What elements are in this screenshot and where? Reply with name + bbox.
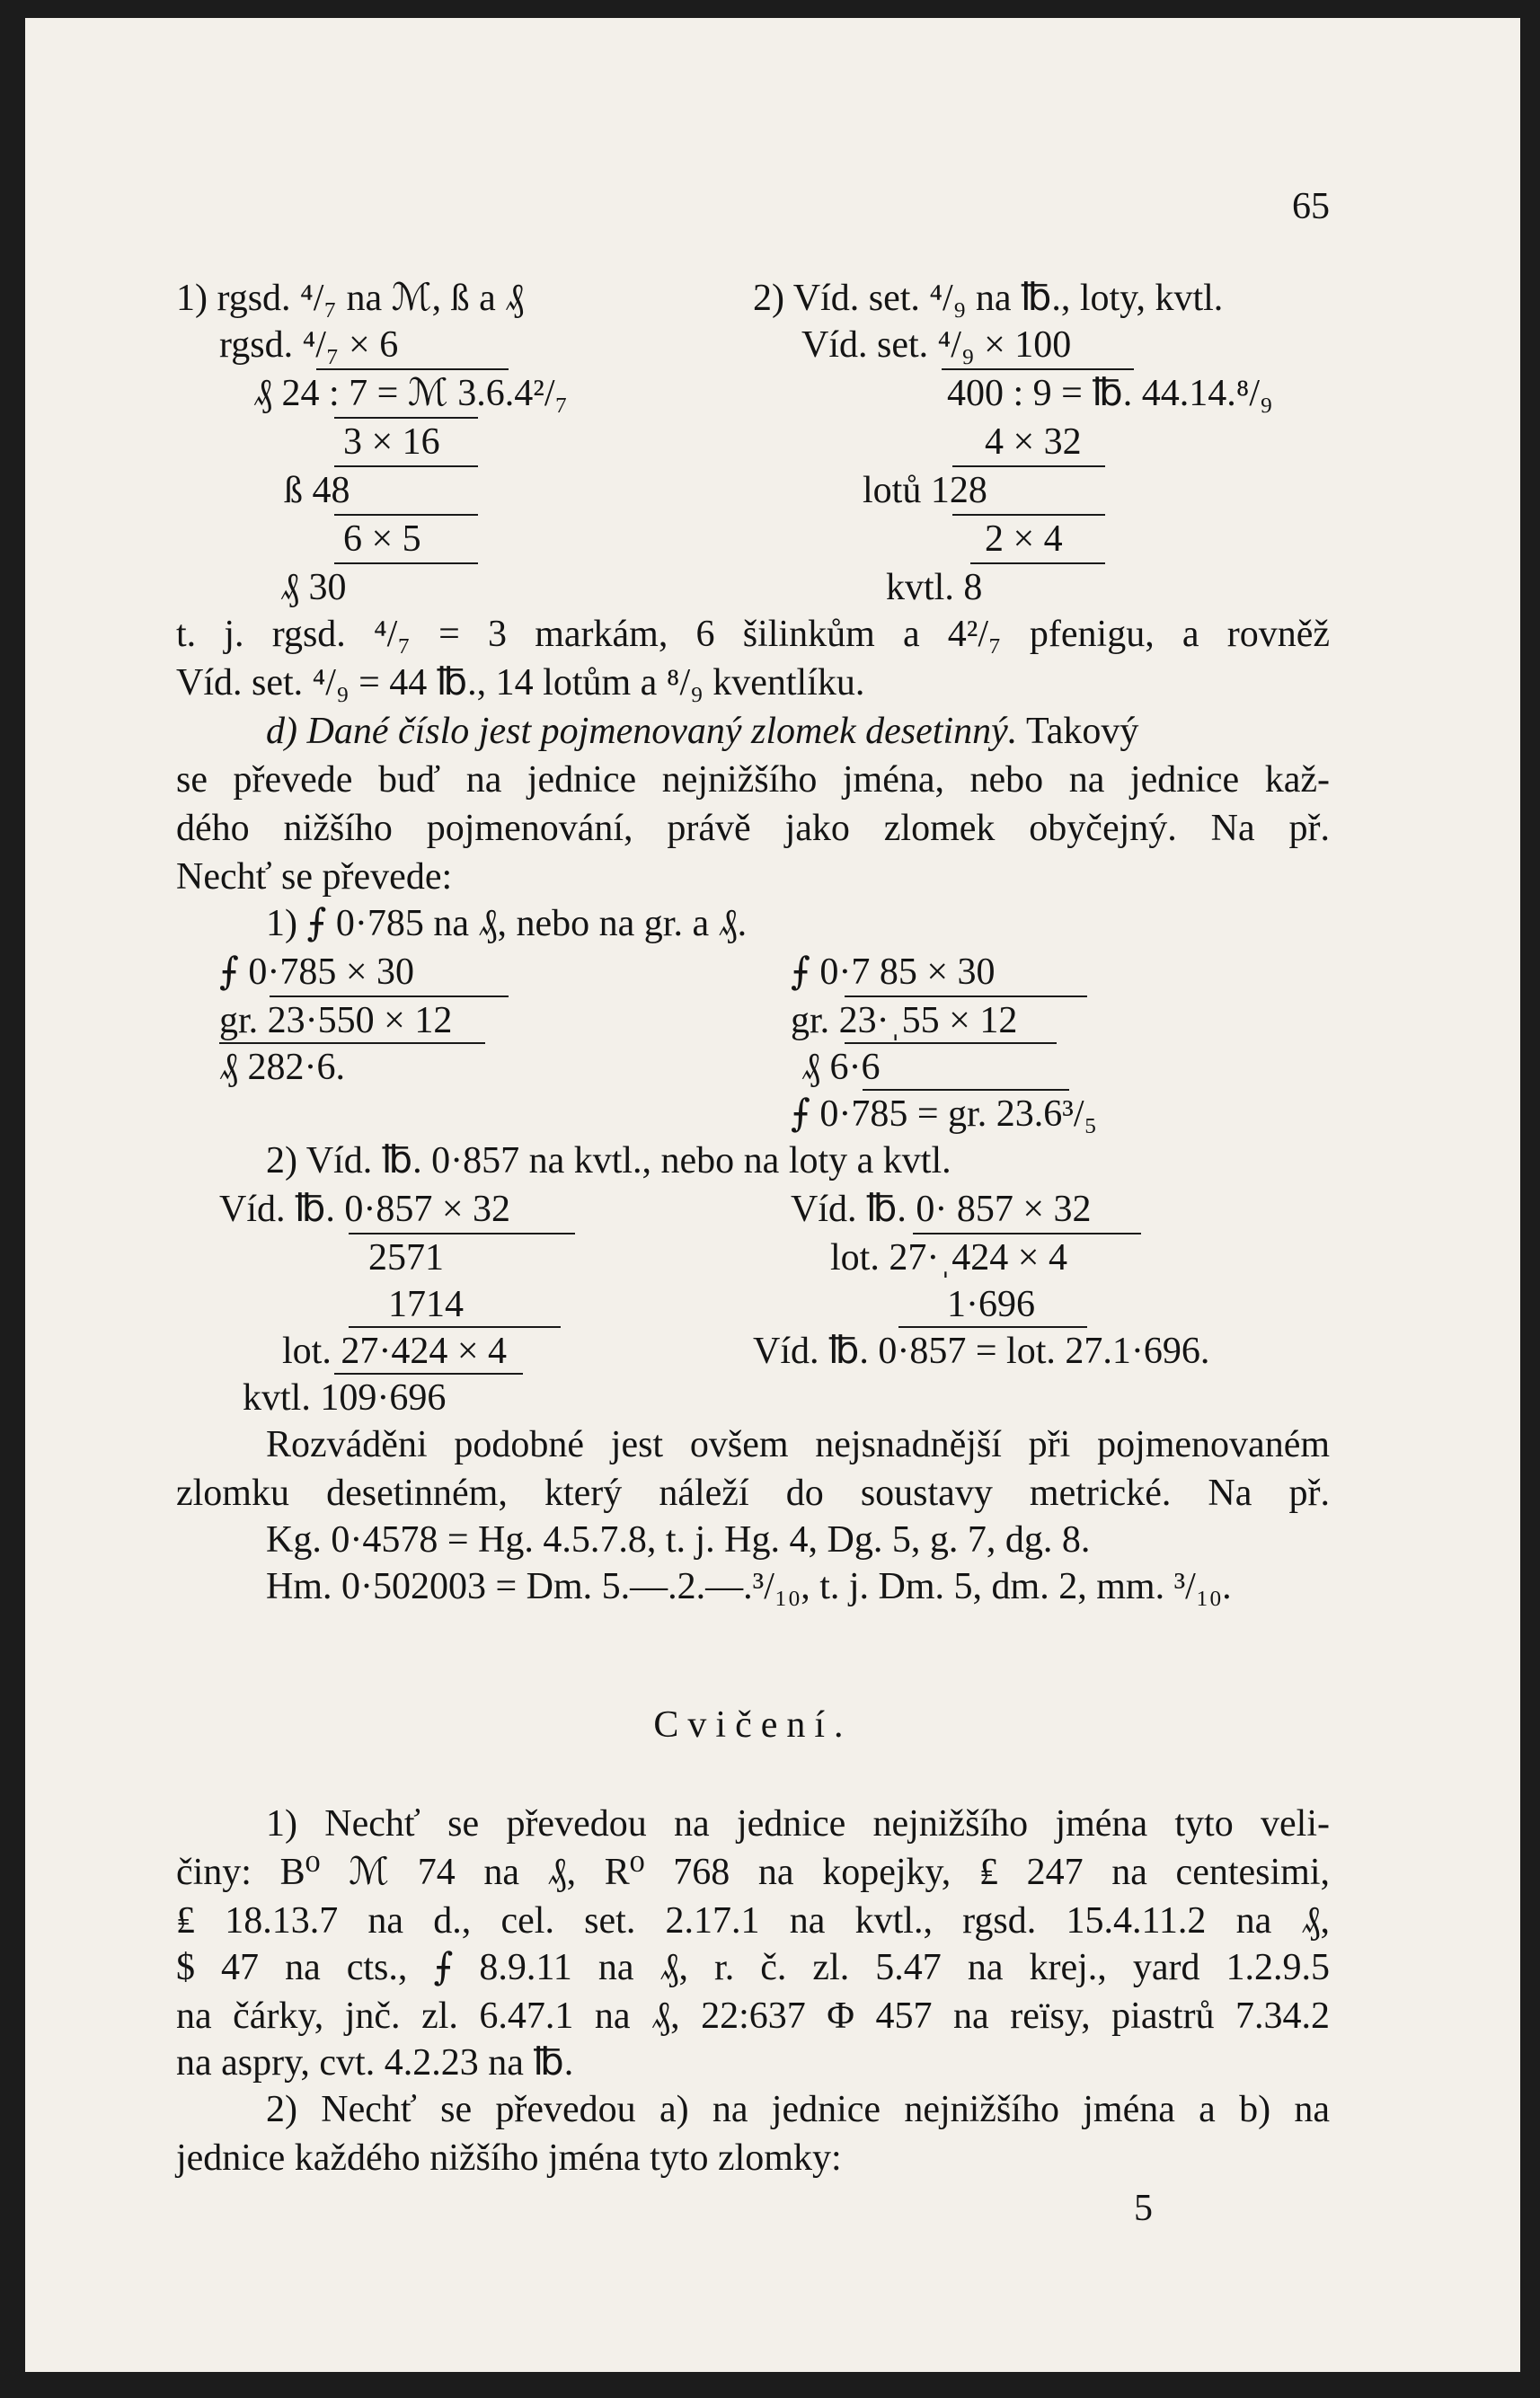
example-1-line-5: ß 48	[284, 470, 350, 511]
paragraph-line-2: Víd. set. ⁴/₉ = 44 ℔., 14 lotům a ⁸/₉ kventlíku.	[176, 662, 865, 703]
rule	[863, 1089, 1069, 1091]
rule	[898, 1326, 1087, 1328]
exercise-1-line-2: činy: B⁰ ℳ 74 na ₰, R⁰ 768 na kopejky, ₤ 247 na centesimi,	[176, 1852, 1330, 1893]
decimal-example-2-left-1: Víd. ℔. 0·857 × 32	[219, 1189, 511, 1230]
rule	[270, 995, 509, 997]
section-heading-cviceni: Cvičení.	[653, 1704, 853, 1746]
rule	[952, 465, 1105, 467]
paragraph-line-3-rest: Takový	[1017, 711, 1139, 752]
decimal-example-1-left-1: ⨍ 0·785 × 30	[219, 951, 415, 993]
example-2-line-2: Víd. set. ⁴/₉ × 100	[801, 324, 1072, 366]
decimal-example-2-left-4: lot. 27·424 × 4	[282, 1331, 508, 1372]
exercise-1-line-3: ₤ 18.13.7 na d., cel. set. 2.17.1 na kvtl., rgsd. 15.4.11.2 na ₰,	[176, 1900, 1330, 1942]
metric-line-1: Rozváděni podobné jest ovšem nejsnadnější při pojmenovaném	[266, 1424, 1330, 1465]
metric-line-2: zlomku desetinném, který náleží do soustavy metrické. Na př.	[176, 1473, 1330, 1514]
decimal-example-2-right-2: lot. 27·ˌ424 × 4	[830, 1237, 1067, 1279]
metric-example-1: Kg. 0·4578 = Hg. 4.5.7.8, t. j. Hg. 4, Dg. 5, g. 7, dg. 8.	[266, 1519, 1091, 1561]
rule	[845, 995, 1087, 997]
example-2-line-7: kvtl. 8	[886, 567, 983, 608]
decimal-example-1-right-1: ⨍ 0·7 85 × 30	[791, 951, 996, 993]
decimal-example-2-right-3: 1·696	[947, 1284, 1035, 1325]
metric-example-2: Hm. 0·502003 = Dm. 5.—.2.—.³/₁₀, t. j. Dm. 5, dm. 2, mm. ³/₁₀.	[266, 1566, 1232, 1607]
example-1-line-3: ₰ 24 : 7 = ℳ 3.6.4²/₇	[253, 373, 569, 414]
decimal-example-1-left-2: gr. 23·550 × 12	[219, 1000, 453, 1041]
example-2-line-3: 400 : 9 = ℔. 44.14.⁸/₉	[947, 373, 1273, 414]
rule	[349, 1326, 561, 1328]
exercise-1-line-6: na aspry, cvt. 4.2.23 na ℔.	[176, 2042, 574, 2084]
decimal-example-2-left-5: kvtl. 109·696	[243, 1377, 447, 1419]
decimal-example-1-right-4: ⨍ 0·785 = gr. 23.6³/₅	[791, 1093, 1098, 1135]
rule	[334, 562, 478, 564]
rule	[316, 368, 509, 370]
example-1-line-6: 6 × 5	[343, 518, 421, 560]
decimal-example-2-title: 2) Víd. ℔. 0·857 na kvtl., nebo na loty a kvtl.	[266, 1140, 951, 1181]
rule	[334, 1373, 523, 1375]
example-2-line-6: 2 × 4	[985, 518, 1063, 560]
rule	[952, 514, 1105, 516]
decimal-example-1-right-2: gr. 23·ˌ55 × 12	[791, 1000, 1018, 1041]
page-number: 65	[1292, 186, 1330, 227]
rule	[334, 514, 478, 516]
example-2-line-4: 4 × 32	[985, 421, 1082, 463]
rule	[349, 1233, 575, 1234]
exercise-1-line-4: $ 47 na cts., ⨍ 8.9.11 na ₰, r. č. zl. 5.47 na krej., yard 1.2.9.5	[176, 1947, 1330, 1988]
decimal-example-2-left-2: 2571	[368, 1237, 444, 1279]
paragraph-line-4: se převede buď na jednice nejnižšího jména, nebo na jednice kaž-	[176, 759, 1330, 801]
example-2-line-5: lotů 128	[863, 470, 987, 511]
example-1-line-7: ₰ 30	[280, 567, 347, 608]
paragraph-line-6: Nechť se převede:	[176, 856, 453, 898]
example-1-line-4: 3 × 16	[343, 421, 440, 463]
italic-heading-d: d) Dané číslo jest pojmenovaný zlomek desetinný.	[266, 711, 1018, 752]
paragraph-line-3	[266, 708, 1138, 755]
rule	[942, 368, 1134, 370]
decimal-example-1-left-3: ₰ 282·6.	[219, 1047, 345, 1088]
decimal-example-2-right-4: Víd. ℔. 0·857 = lot. 27.1·696.	[753, 1331, 1210, 1372]
paragraph-line-1: t. j. rgsd. ⁴/₇ = 3 markám, 6 šilinkům a 4²/₇ pfenigu, a rovněž	[176, 614, 1330, 655]
example-2-line-1: 2) Víd. set. ⁴/₉ na ℔., loty, kvtl.	[753, 278, 1224, 319]
paragraph-line-5: dého nižšího pojmenování, právě jako zlomek obyčejný. Na př.	[176, 808, 1330, 849]
exercise-1-line-5: na čárky, jnč. zl. 6.47.1 na ₰, 22:637 Φ 457 na reïsy, piastrů 7.34.2	[176, 1995, 1330, 2037]
decimal-example-1-title: 1) ⨍ 0·785 na ₰, nebo na gr. a ₰.	[266, 903, 748, 944]
rule	[334, 465, 478, 467]
rule	[970, 562, 1105, 564]
rule	[913, 1233, 1141, 1234]
rule	[334, 417, 478, 419]
example-1-line-1: 1) rgsd. ⁴/₇ na ℳ, ß a ₰	[176, 278, 525, 319]
example-1-line-2: rgsd. ⁴/₇ × 6	[219, 324, 399, 366]
decimal-example-2-left-3: 1714	[388, 1284, 464, 1325]
exercise-2-line-2: jednice každého nižšího jména tyto zlomky:	[176, 2137, 842, 2179]
exercise-2-line-1: 2) Nechť se převedou a) na jednice nejnižšího jména a b) na	[266, 2089, 1330, 2130]
rule	[219, 1042, 485, 1044]
sheet-signature: 5	[1134, 2188, 1153, 2229]
rule	[845, 1042, 1057, 1044]
decimal-example-2-right-1: Víd. ℔. 0· 857 × 32	[791, 1189, 1092, 1230]
decimal-example-1-right-3: ₰ 6·6	[801, 1047, 881, 1088]
exercise-1-line-1: 1) Nechť se převedou na jednice nejnižšího jména tyto veli-	[266, 1803, 1330, 1845]
